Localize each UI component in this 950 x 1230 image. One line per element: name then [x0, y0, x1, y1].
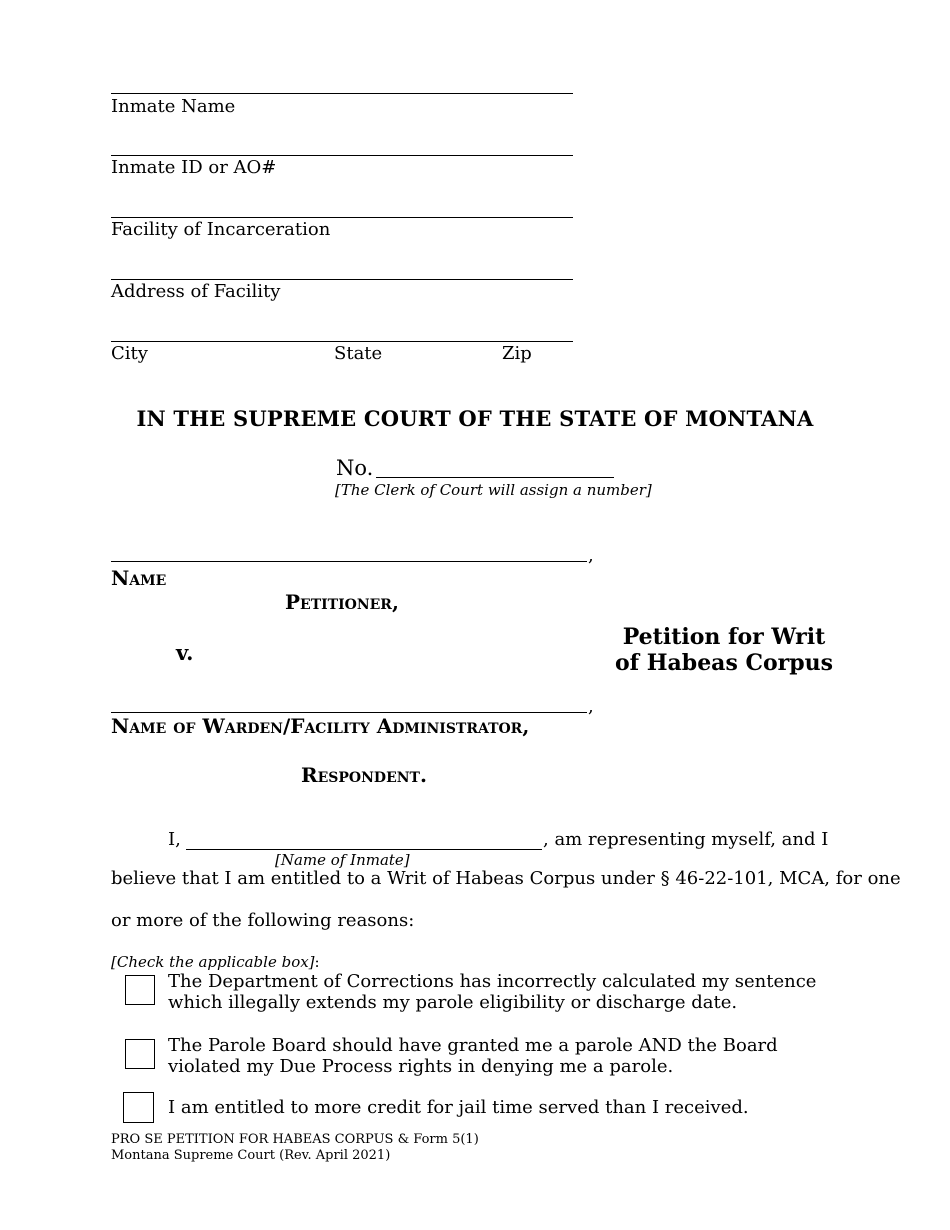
inmate-name-line[interactable]: [111, 93, 573, 94]
case-number-note: [The Clerk of Court will assign a number]: [335, 481, 652, 499]
inmate-name-label: Inmate Name: [111, 96, 236, 117]
facility-label: Facility of Incarceration: [111, 219, 331, 240]
respondent-name-line[interactable]: [111, 712, 587, 713]
case-number-label: No.: [336, 456, 374, 480]
address-line[interactable]: [111, 279, 573, 280]
footer-line-1: PRO SE PETITION FOR HABEAS CORPUS & Form 5(1): [111, 1132, 479, 1147]
inmate-id-label: Inmate ID or AO#: [111, 157, 277, 178]
versus: v.: [176, 640, 194, 665]
inmate-id-line[interactable]: [111, 155, 573, 156]
court-title: IN THE SUPREME COURT OF THE STATE OF MONTANA: [136, 406, 814, 431]
check-note: [111, 953, 320, 971]
intro-prefix: I,: [168, 829, 181, 850]
reason-1-text: The Department of Corrections has incorrectly calculated my sentence which illegally extends my parole eligibility or discharge date.: [168, 971, 817, 1013]
petitioner-role: Petitioner,: [285, 590, 399, 614]
respondent-name-label: Name of Warden/Facility Administrator,: [111, 714, 530, 738]
address-label: Address of Facility: [111, 281, 281, 302]
reason-1-checkbox[interactable]: [125, 975, 155, 1005]
petitioner-comma: ,: [588, 545, 594, 566]
case-number-line[interactable]: [376, 477, 614, 478]
check-note-colon: :: [314, 953, 320, 971]
city-state-zip-line[interactable]: [111, 341, 573, 342]
petition-title: Petition for Writ of Habeas Corpus: [614, 624, 834, 676]
petitioner-name-label: Name: [111, 566, 167, 590]
body-line-2: believe that I am entitled to a Writ of Habeas Corpus under § 46-22-101, MCA, for one: [111, 868, 901, 889]
facility-line[interactable]: [111, 217, 573, 218]
body-line-3: or more of the following reasons:: [111, 910, 415, 931]
city-label: City: [111, 343, 148, 364]
reason-2-text: The Parole Board should have granted me a parole AND the Board violated my Due Process rights in denying me a parole.: [168, 1035, 778, 1077]
inmate-name-blank[interactable]: [186, 849, 542, 850]
petitioner-name-line[interactable]: [111, 561, 587, 562]
name-of-inmate-note: [Name of Inmate]: [275, 851, 410, 869]
intro-suffix: , am representing myself, and I: [543, 829, 829, 850]
check-note-text: [Check the applicable box]: [111, 953, 315, 971]
reason-3-text: I am entitled to more credit for jail time served than I received.: [168, 1097, 749, 1118]
reason-2-checkbox[interactable]: [125, 1039, 155, 1069]
zip-label: Zip: [502, 343, 532, 364]
footer-line-2: Montana Supreme Court (Rev. April 2021): [111, 1148, 391, 1163]
reason-3-checkbox[interactable]: [123, 1092, 154, 1123]
respondent-comma: ,: [588, 696, 594, 717]
state-label: State: [334, 343, 383, 364]
respondent-role: Respondent.: [301, 763, 427, 787]
